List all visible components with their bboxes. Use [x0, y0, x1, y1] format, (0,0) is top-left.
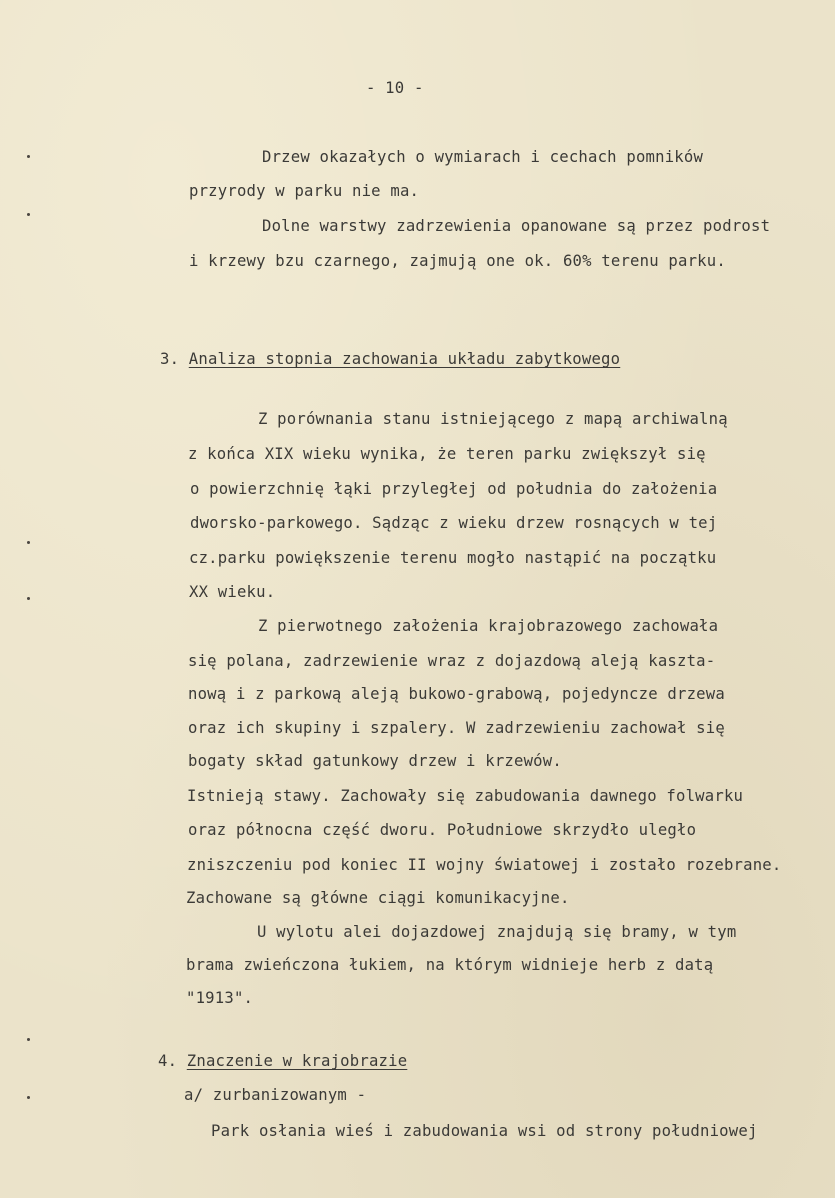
text-line: bogaty skład gatunkowy drzew i krzewów.	[188, 752, 562, 770]
text-line: zniszczeniu pod koniec II wojny światowej i zostało rozebrane.	[187, 856, 782, 874]
text-line: nową i z parkową aleją bukowo-grabową, pojedyncze drzewa	[188, 685, 725, 703]
text-line: Drzew okazałych o wymiarach i cechach pomników	[262, 148, 704, 166]
text-line: dworsko-parkowego. Sądząc z wieku drzew rosnących w tej	[190, 514, 718, 532]
text-line: o powierzchnię łąki przyległej od południa do założenia	[190, 480, 718, 498]
margin-dot	[27, 1096, 30, 1099]
text-line: Park osłania wieś i zabudowania wsi od strony południowej	[211, 1122, 758, 1140]
text-line: oraz północna część dworu. Południowe skrzydło uległo	[188, 821, 697, 839]
text-line: brama zwieńczona łukiem, na którym widnieje herb z datą	[186, 956, 714, 974]
text-line: się polana, zadrzewienie wraz z dojazdową aleją kaszta-	[188, 652, 716, 670]
margin-dot	[27, 541, 30, 544]
text-line: Istnieją stawy. Zachowały się zabudowania dawnego folwarku	[187, 787, 744, 805]
section-heading	[160, 349, 620, 369]
text-line: "1913".	[186, 989, 254, 1007]
text-line: Zachowane są główne ciągi komunikacyjne.	[186, 889, 570, 907]
text-line: Dolne warstwy zadrzewienia opanowane są przez podrost	[262, 217, 771, 235]
text-line: Z pierwotnego założenia krajobrazowego zachowała	[258, 617, 719, 635]
margin-dot	[27, 155, 30, 158]
margin-dot	[27, 597, 30, 600]
page-number: - 10 -	[366, 79, 424, 97]
section-heading	[158, 1051, 407, 1071]
margin-dot	[27, 213, 30, 216]
text-line: XX wieku.	[189, 583, 276, 601]
text-line: U wylotu alei dojazdowej znajdują się bramy, w tym	[257, 923, 737, 941]
text-line: cz.parku powiększenie terenu mogło nastąpić na początku	[189, 549, 717, 567]
margin-dot	[27, 1038, 30, 1041]
text-line: Z porównania stanu istniejącego z mapą archiwalną	[258, 410, 728, 428]
section-heading-text: 3. Analiza stopnia zachowania układu zabytkowego	[160, 350, 621, 368]
text-line: a/ zurbanizowanym -	[184, 1086, 367, 1104]
text-line: oraz ich skupiny i szpalery. W zadrzewieniu zachował się	[188, 719, 725, 737]
text-line: przyrody w parku nie ma.	[189, 182, 420, 200]
section-heading-text: 4. Znaczenie w krajobrazie	[158, 1052, 408, 1070]
text-line: z końca XIX wieku wynika, że teren parku zwiększył się	[188, 445, 706, 463]
text-line: i krzewy bzu czarnego, zajmują one ok. 60% terenu parku.	[189, 252, 726, 270]
